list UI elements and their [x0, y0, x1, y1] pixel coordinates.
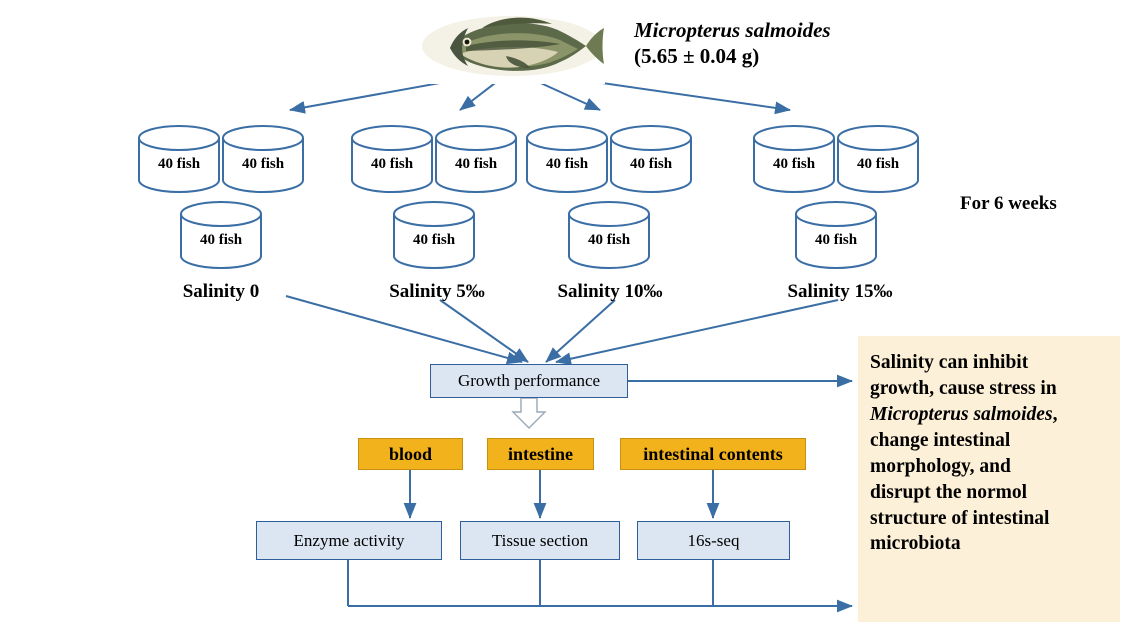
conclusion-line-8: microbiota [870, 533, 961, 555]
tank [177, 200, 265, 274]
tank [390, 200, 478, 274]
tank [565, 200, 653, 274]
sample-label-blood: blood [388, 443, 433, 464]
tank [432, 124, 520, 198]
analysis-box-16s-seq[interactable] [637, 521, 790, 560]
conclusion-species-comma: , [1052, 403, 1058, 425]
tank-label: 40 fish [454, 156, 498, 172]
tank-label: 40 fish [629, 156, 673, 172]
conclusion-line-7: structure of intestinal [870, 507, 1050, 529]
conclusion-species: Micropterus salmoides [870, 403, 1053, 425]
species-name: Micropterus salmoides [634, 18, 831, 42]
tank-label: 40 fish [587, 232, 631, 248]
conclusion-line-3 [870, 402, 1108, 428]
tank [219, 124, 307, 198]
group-label-salinity-15: Salinity 15‰ [787, 281, 893, 302]
tank-label: 40 fish [199, 232, 243, 248]
species-weight: (5.65 ± 0.04 g) [634, 44, 760, 68]
analysis-label-16s-seq: 16s-seq [687, 530, 740, 550]
tank-label: 40 fish [241, 156, 285, 172]
tank [607, 124, 695, 198]
tank-label: 40 fish [814, 232, 858, 248]
tank [348, 124, 436, 198]
tank-label: 40 fish [772, 156, 816, 172]
tank [135, 124, 223, 198]
tank-label: 40 fish [370, 156, 414, 172]
growth-performance-label: Growth performance [457, 371, 601, 390]
tank-label: 40 fish [412, 232, 456, 248]
conclusion-line-1: Salinity can inhibit [870, 352, 1029, 373]
group-label-salinity-5: Salinity 5‰ [389, 281, 485, 302]
conclusion-line-6: disrupt the normol [870, 481, 1028, 503]
analysis-label-tissue-section: Tissue section [491, 530, 589, 550]
analysis-label-enzyme-activity: Enzyme activity [293, 530, 405, 550]
duration-label: For 6 weeks [960, 193, 1057, 214]
conclusion-line-4: change intestinal [870, 429, 1011, 451]
sample-box-intestinal-contents[interactable] [620, 438, 806, 470]
analysis-box-tissue-section[interactable] [460, 521, 620, 560]
group-label-salinity-10: Salinity 10‰ [557, 281, 663, 302]
conclusion-panel [858, 336, 1120, 622]
tank [523, 124, 611, 198]
analysis-box-enzyme-activity[interactable] [256, 521, 442, 560]
tank [834, 124, 922, 198]
tank-label: 40 fish [157, 156, 201, 172]
tank [792, 200, 880, 274]
group-label-salinity-0: Salinity 0 [182, 281, 260, 302]
sample-box-intestine[interactable] [487, 438, 594, 470]
sample-label-intestine: intestine [508, 443, 573, 464]
tank-label: 40 fish [545, 156, 589, 172]
growth-performance-box[interactable] [430, 364, 628, 398]
conclusion-line-2: growth, cause stress in [870, 377, 1057, 399]
conclusion-line-5: morphology, and [870, 455, 1011, 477]
tank [750, 124, 838, 198]
tank-label: 40 fish [856, 156, 900, 172]
sample-label-intestinal-contents: intestinal contents [643, 443, 783, 464]
largemouth-bass-photo [420, 2, 605, 84]
sample-box-blood[interactable] [358, 438, 463, 470]
